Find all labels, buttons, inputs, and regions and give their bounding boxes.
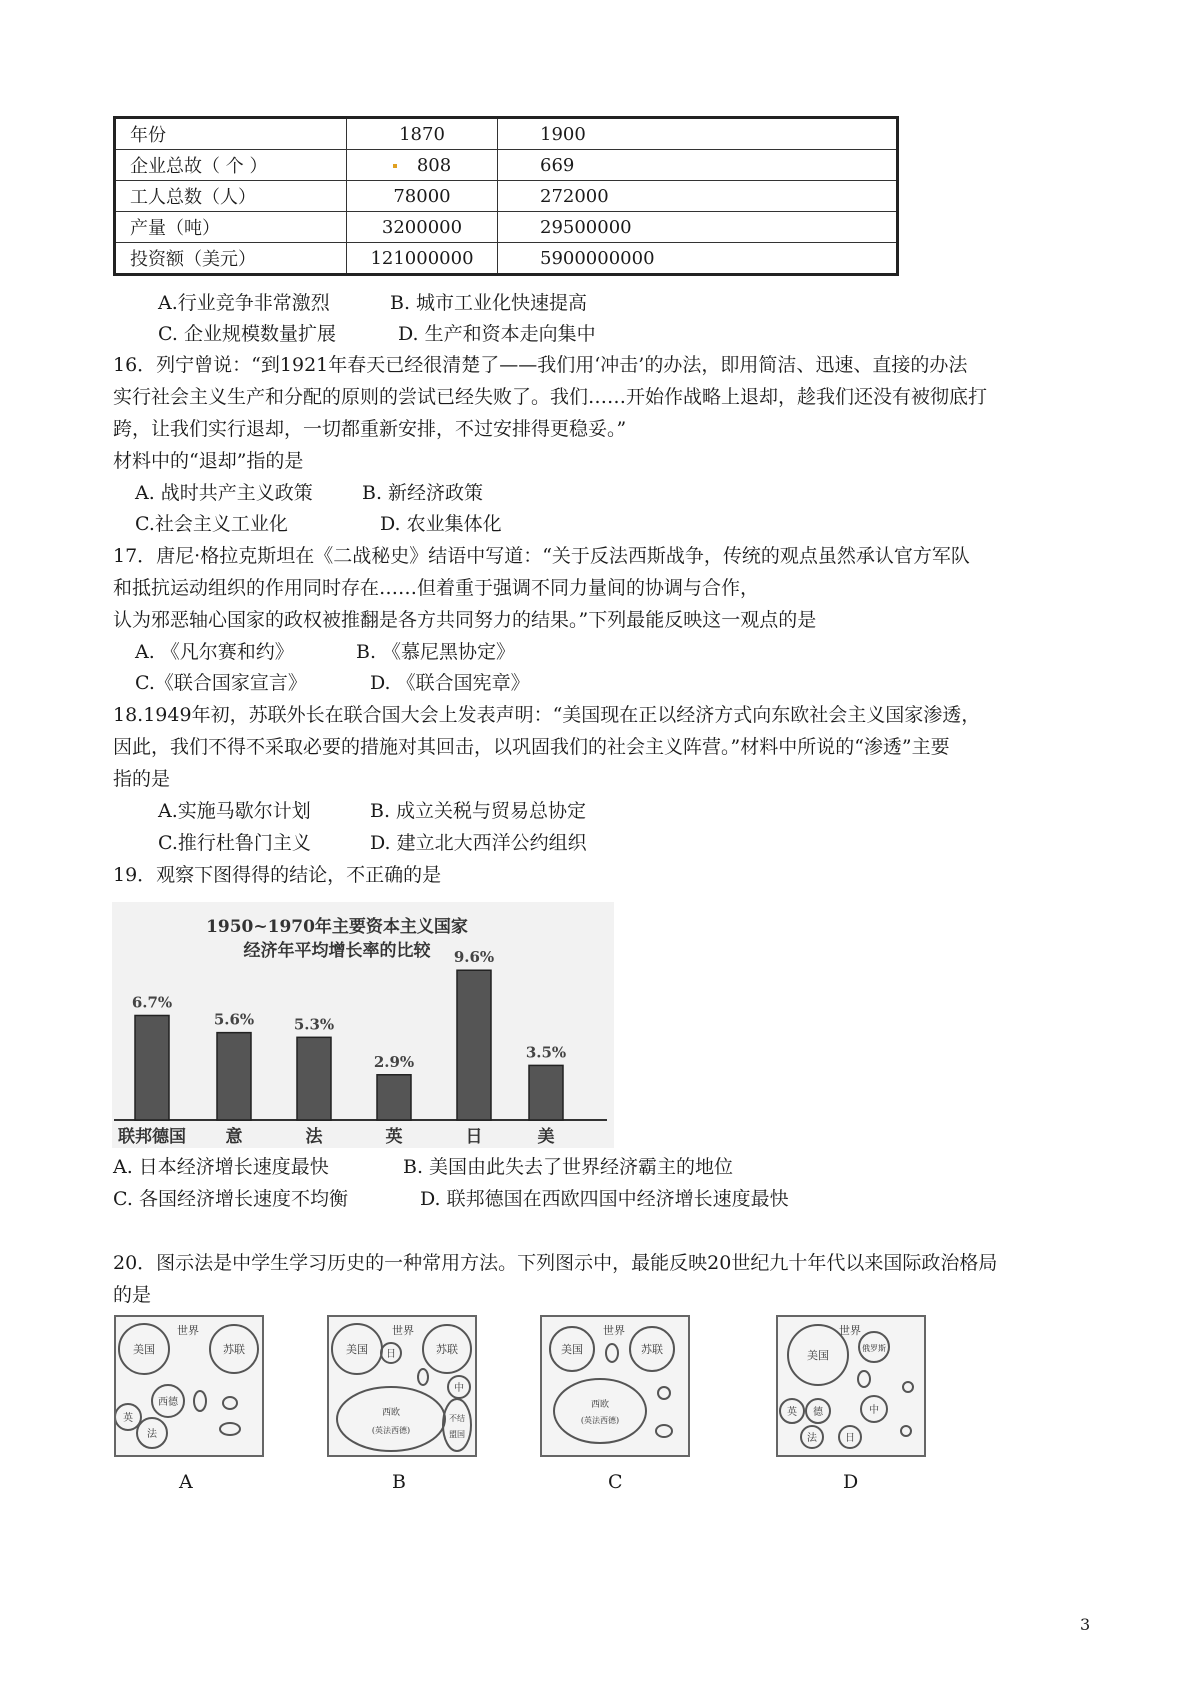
table-cell: 29500000 (498, 212, 898, 243)
label-non-aligned: 不结 (449, 1414, 465, 1423)
q16-option-b: B. 新经济政策 (362, 482, 484, 504)
q15-option-d: D. 生产和资本走向集中 (398, 323, 596, 345)
label-western-europe-members: (英法西德) (371, 1426, 411, 1435)
table-cell: 3200000 (347, 212, 498, 243)
page-number: 3 (1080, 1615, 1091, 1634)
bar (297, 1037, 331, 1120)
diagram-b (327, 1315, 477, 1457)
diagram-label-c: C (608, 1471, 623, 1493)
table-cell: 工人总数（人） (115, 181, 347, 212)
bar (217, 1033, 251, 1120)
category-label: 意 (225, 1127, 243, 1147)
small-circle (658, 1387, 670, 1399)
diagram-c-svg (542, 1317, 688, 1455)
q17-stem-line: 和抵抗运动组织的作用同时存在……但着重于强调不同力量间的协调与合作， (113, 577, 760, 599)
q17-stem-line: 认为邪恶轴心国家的政权被推翻是各方共同努力的结果。”下列最能反映这一观点的是 (113, 609, 817, 631)
category-label: 联邦德国 (118, 1127, 186, 1147)
q20-stem-line: 20．图示法是中学生学习历史的一种常用方法。下列图示中，最能反映20世纪九十年代以来国际政治格局 (113, 1252, 998, 1274)
q17-option-c: C.《联合国家宣言》 (135, 672, 307, 694)
diagram-a (114, 1315, 264, 1457)
q15-option-c: C. 企业规模数量扩展 (158, 323, 336, 345)
table-row (115, 181, 898, 212)
q16-option-a: A. 战时共产主义政策 (135, 482, 313, 504)
diagram-d-svg (778, 1317, 924, 1455)
ellipse-non-aligned (443, 1399, 471, 1451)
q16-question: 材料中的“退却”指的是 (113, 450, 304, 472)
q19-option-a: A. 日本经济增长速度最快 (113, 1156, 329, 1178)
q19-option-c: C. 各国经济增长速度不均衡 (113, 1188, 348, 1210)
q15-option-b: B. 城市工业化快速提高 (390, 292, 588, 314)
bar-chart-svg (112, 902, 614, 1148)
q18-stem-line: 指的是 (113, 768, 171, 790)
small-ellipse (656, 1425, 672, 1437)
q16-stem-line: 实行社会主义生产和分配的原则的尝试已经失败了。我们……开始作战略上退却，趁我们还没有被彻底打 (113, 386, 988, 408)
bar-value-label: 5.6% (213, 1010, 255, 1029)
label-ussr: 苏联 (436, 1343, 458, 1356)
category-label: 美 (537, 1127, 555, 1147)
table-cell (347, 150, 498, 181)
diagram-title: 世界 (177, 1324, 199, 1337)
diagram-title: 世界 (392, 1324, 414, 1337)
q18-stem-line: 因此，我们不得不采取必要的措施对其回击，以巩固我们的社会主义阵营。”材料中所说的“渗透”主要 (113, 736, 950, 758)
bar (377, 1075, 411, 1120)
small-ellipse (223, 1397, 237, 1409)
q19-option-b: B. 美国由此失去了世界经济霸主的地位 (403, 1156, 734, 1178)
bar (529, 1065, 563, 1120)
label-non-aligned-2: 盟国 (449, 1430, 465, 1439)
q18-option-d: D. 建立北大西洋公约组织 (370, 832, 587, 854)
label-japan: 日 (845, 1433, 855, 1444)
table-cell: 121000000 (347, 243, 498, 275)
q18-option-c: C.推行杜鲁门主义 (158, 832, 311, 854)
label-western-europe-members: (英法西德) (580, 1416, 620, 1425)
bar-value-label: 9.6% (453, 948, 495, 967)
q20-stem-line: 的是 (113, 1284, 152, 1306)
table-cell: 企业总故（ 个 ） (115, 150, 347, 181)
table-cell: 1900 (498, 118, 898, 150)
q17-stem-line: 17．唐尼·格拉克斯坦在《二战秘史》结语中写道：“关于反法西斯战争，传统的观点虽然承认官方军队 (113, 545, 970, 567)
label-usa: 美国 (346, 1343, 368, 1356)
bar-value-label: 6.7% (131, 993, 173, 1012)
bar (457, 970, 491, 1120)
q16-option-c: C.社会主义工业化 (135, 513, 288, 535)
table-cell: 5900000000 (498, 243, 898, 275)
diagram-label-a: A (179, 1471, 193, 1493)
label-ussr: 苏联 (641, 1343, 663, 1356)
category-label: 法 (305, 1127, 323, 1147)
small-ellipse (418, 1369, 428, 1385)
category-label: 英 (385, 1127, 403, 1147)
table-cell: 78000 (347, 181, 498, 212)
q19-stem: 19．观察下图得得的结论，不正确的是 (113, 864, 442, 886)
bar-chart (112, 902, 614, 1148)
bar (135, 1015, 169, 1120)
bar-value-label: 5.3% (293, 1015, 335, 1034)
table-cell: 272000 (498, 181, 898, 212)
small-ellipse (606, 1344, 618, 1362)
q15-option-a: A.行业竞争非常激烈 (158, 292, 330, 314)
q16-stem-line: 跨，让我们实行退却，一切都重新安排，不过安排得更稳妥。” (113, 418, 627, 440)
label-france: 法 (147, 1429, 157, 1440)
small-ellipse (858, 1371, 870, 1387)
small-ellipse (220, 1423, 240, 1435)
label-usa: 美国 (133, 1343, 155, 1356)
diagram-b-svg (329, 1317, 475, 1455)
table-row (115, 150, 898, 181)
diagram-c (540, 1315, 690, 1457)
chart-subtitle: 经济年平均增长率的比较 (243, 941, 431, 961)
category-label: 日 (465, 1127, 483, 1147)
small-circle (901, 1426, 911, 1436)
table-cell: 投资额（美元） (115, 243, 347, 275)
mark-dot (393, 164, 397, 168)
small-circle (903, 1382, 913, 1392)
table-cell-value: 808 (416, 154, 452, 176)
q17-option-b: B. 《慕尼黑协定》 (356, 641, 516, 663)
label-ussr: 苏联 (223, 1343, 245, 1356)
chart-title: 1950~1970年主要资本主义国家 (206, 917, 468, 937)
label-germany: 德 (813, 1407, 823, 1418)
diagram-title: 世界 (839, 1324, 861, 1337)
diagram-a-svg (116, 1317, 262, 1455)
diagram-d (776, 1315, 926, 1457)
label-western-europe: 西欧 (381, 1408, 401, 1418)
label-france: 法 (807, 1433, 817, 1444)
q17-option-d: D. 《联合国宪章》 (370, 672, 530, 694)
label-western-europe: 西欧 (590, 1400, 610, 1410)
ellipse-western-europe (337, 1387, 445, 1451)
small-ellipse (194, 1391, 206, 1411)
table-cell: 产量（吨） (115, 212, 347, 243)
label-uk: 英 (787, 1407, 797, 1418)
q18-stem-line: 18.1949年初，苏联外长在联合国大会上发表声明：“美国现在正以经济方式向东欧社会主义国家渗透， (113, 704, 981, 726)
data-table (113, 116, 899, 276)
label-usa: 美国 (807, 1349, 829, 1362)
table-row (115, 118, 898, 150)
ellipse-western-europe (554, 1379, 646, 1443)
diagram-label-d: D (843, 1471, 859, 1493)
diagram-label-b: B (392, 1471, 406, 1493)
table-cell: 年份 (115, 118, 347, 150)
q18-option-b: B. 成立关税与贸易总协定 (370, 800, 587, 822)
table-cell: 1870 (347, 118, 498, 150)
q19-option-d: D. 联邦德国在西欧四国中经济增长速度最快 (420, 1188, 789, 1210)
q17-option-a: A. 《凡尔赛和约》 (135, 641, 294, 663)
label-usa: 美国 (561, 1343, 583, 1356)
diagram-title: 世界 (603, 1324, 625, 1337)
q16-stem-line: 16．列宁曾说：“到1921年春天已经很清楚了——我们用‘冲击’的办法，即用简洁、迅速、直接的办法 (113, 354, 968, 376)
bar-value-label: 2.9% (373, 1052, 415, 1071)
label-japan: 日 (386, 1349, 396, 1360)
table-row (115, 212, 898, 243)
label-west-germany: 西德 (158, 1397, 178, 1408)
bar-value-label: 3.5% (525, 1043, 567, 1062)
label-china: 中 (869, 1405, 879, 1416)
table-cell: 669 (498, 150, 898, 181)
label-china: 中 (454, 1383, 464, 1394)
label-uk: 英 (123, 1413, 133, 1424)
table-row (115, 243, 898, 275)
q16-option-d: D. 农业集体化 (380, 513, 502, 535)
q18-option-a: A.实施马歇尔计划 (158, 800, 311, 822)
label-russia: 俄罗斯 (862, 1344, 886, 1353)
